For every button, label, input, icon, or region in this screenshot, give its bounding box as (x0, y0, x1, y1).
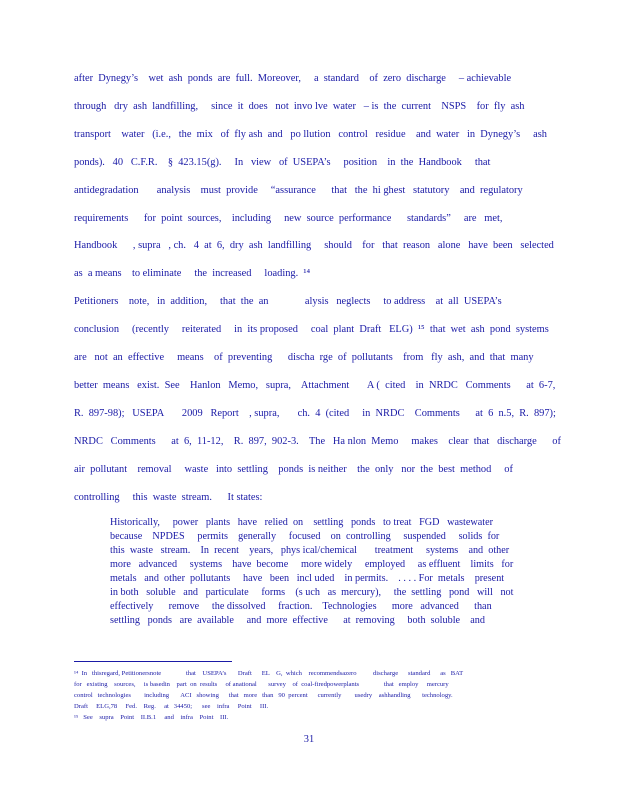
footnote-line: Draft ELG,78 Fed. Reg. at 34450; see infra Point III. (74, 703, 269, 710)
body-line: conclusion (recently reiterated in its proposed coal plant Draft ELG) ¹⁵ that wet ash pond systems (74, 324, 549, 335)
body-line: NRDC Comments at 6, 11-12, R. 897, 902-3. The Ha nlon Memo makes clear that discharge of (74, 436, 561, 447)
body-line: as a means to eliminate the increased loading. ¹⁴ (74, 268, 311, 279)
body-line: Petitioners note, in addition, that the an alysis neglects to address at all USEPA’s (74, 296, 502, 307)
body-line: controlling this waste stream. It states: (74, 492, 263, 503)
footnote-line: ¹⁵ See supra Point II.B.1 and infra Point III. (74, 714, 229, 721)
body-line: are not an effective means of preventing discha rge of pollutants from fly ash, and that many (74, 352, 534, 363)
quote-line: effectively remove the dissolved fraction. Technologies more advanced than (110, 601, 492, 612)
quote-line: this waste stream. In recent years, phys ical/chemical treatment systems and other (110, 545, 510, 556)
body-line: transport water (i.e., the mix of fly ash and po llution control residue and water in Dynegy’s ash (74, 129, 547, 140)
body-line: ponds). 40 C.F.R. § 423.15(g). In view of USEPA’s position in the Handbook that (74, 157, 491, 168)
quote-line: Historically, power plants have relied on settling ponds to treat FGD wastewater (110, 517, 493, 528)
footnote-line: ¹⁴ In thisregard, Petitionersnote that USEPA’s Draft EL G, which recommendsazero discharge standard as BAT (74, 670, 464, 677)
quote-line: settling ponds are available and more effective at removing both soluble and (110, 615, 485, 626)
page-number: 31 (303, 734, 315, 745)
footnote-line: control technologies including ACI showing that more than 90 percent currently usedry ashhandling technology. (74, 692, 453, 699)
body-line: antidegradation analysis must provide “assurance that the hi ghest statutory and regulatory (74, 185, 523, 196)
body-line: better means exist. See Hanlon Memo, supra, Attachment A ( cited in NRDC Comments at 6-7, (74, 380, 556, 391)
quote-line: more advanced systems have become more widely employed as effluent limits for (110, 559, 514, 570)
body-line: R. 897-98); USEPA 2009 Report , supra, ch. 4 (cited in NRDC Comments at 6 n.5, R. 897); (74, 408, 556, 419)
body-line: through dry ash landfilling, since it does not invo lve water – is the current NSPS for fly ash (74, 101, 525, 112)
quote-line: because NPDES permits generally focused on controlling suspended solids for (110, 531, 500, 542)
quote-line: in both soluble and particulate forms (s uch as mercury), the settling pond will not (110, 587, 514, 598)
footnote-line: for existing sources, is basedin part on results of anational survey of coal-firedpowerplants that employ mercury (74, 681, 449, 688)
quote-line: metals and other pollutants have been incl uded in permits. . . . . For metals present (110, 573, 505, 584)
body-line: after Dynegy’s wet ash ponds are full. Moreover, a standard of zero discharge – achievable (74, 73, 512, 84)
body-line: air pollutant removal waste into settling ponds is neither the only nor the best method of (74, 464, 513, 475)
footnote-divider (74, 661, 232, 662)
body-line: requirements for point sources, including new source performance standards” are met, (74, 213, 503, 224)
body-line: Handbook , supra , ch. 4 at 6, dry ash landfilling should for that reason alone have been selected (74, 240, 554, 251)
